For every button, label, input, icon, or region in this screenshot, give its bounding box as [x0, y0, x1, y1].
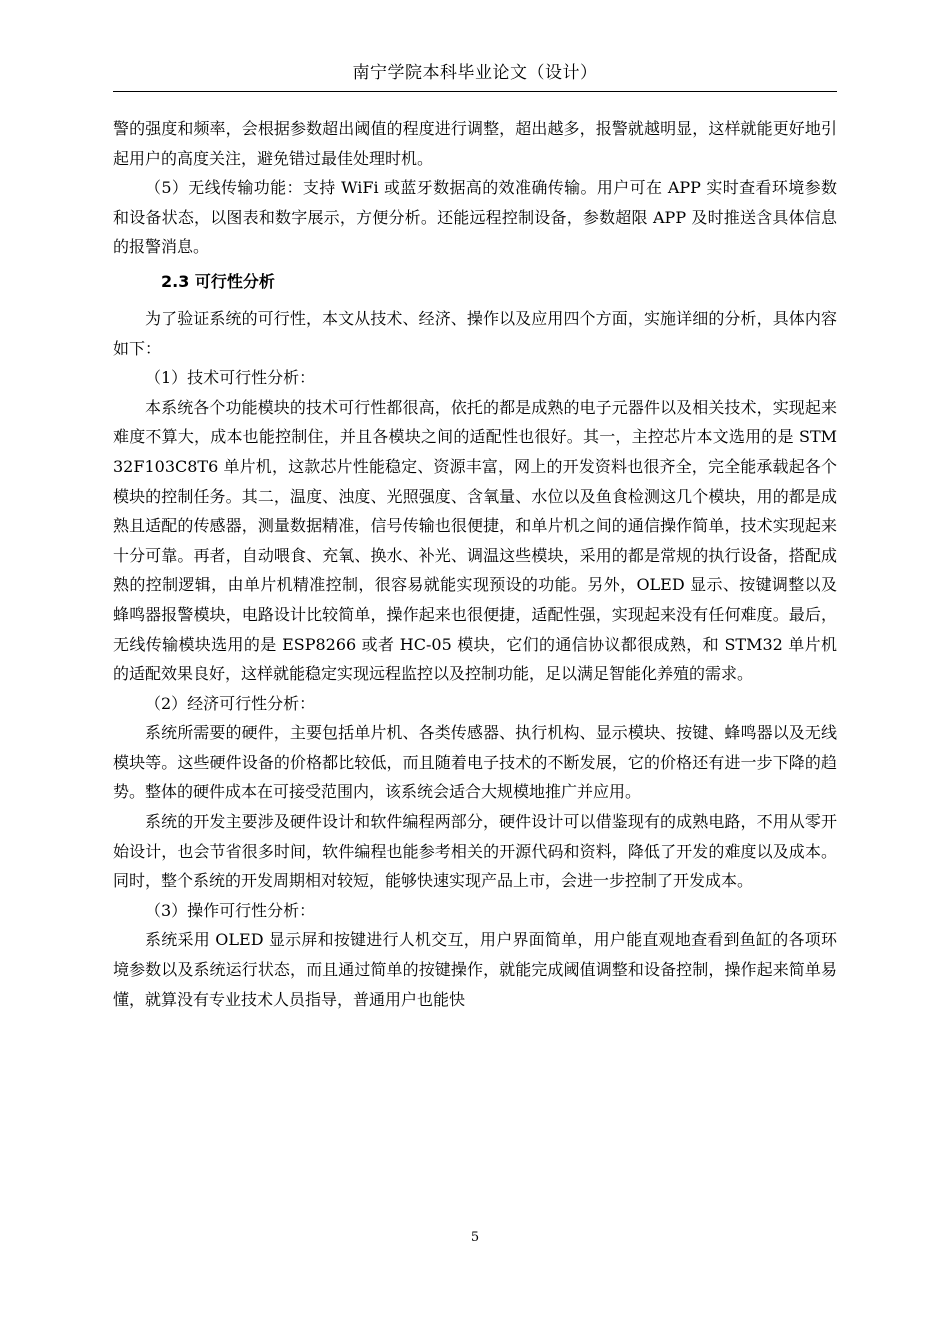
paragraph-feasibility-intro: 为了验证系统的可行性，本文从技术、经济、操作以及应用四个方面，实施详细的分析，具体内容如下：: [113, 308, 837, 358]
paragraph-wireless-transmission: （5）无线传输功能：支持 WiFi 或蓝牙数据高的效准确传输。用户可在 APP 实时查看环境参数和设备状态，以图表和数字展示，方便分析。还能远程控制设备，参数超限 APP 及时推送含具体信息的报警消息。: [113, 178, 837, 257]
paragraph-technical-feasibility: 本系统各个功能模块的技术可行性都很高，依托的都是成熟的电子元器件以及相关技术，实现起来难度不算大，成本也能控制住，并且各模块之间的适配性也很好。其一，主控芯片本文选用的是 STM32F103C8T6 单片机，这款芯片性能稳定、资源丰富，网上的开发资料也很齐全，完全能承载起各个模块的控制任务。其二，温度、浊度、光照强度、含氧量、水位以及鱼食检测这几个模块，用的都是成熟且适配的传感器，测量数据精准，信号传输也很便捷，和单片机之间的通信操作简单，技术实现起来十分可靠。再者，自动喂食、充氧、换水、补光、调温这些模块，采用的都是常规的执行设备，搭配成熟的控制逻辑，由单片机精准控制，很容易就能实现预设的功能。另外，OLED 显示、按键调整以及蜂鸣器报警模块，电路设计比较简单，操作起来也很便捷，适配性强，实现起来没有任何难度。最后，无线传输模块选用的是 ESP8266 或者 HC-05 模块，它们的通信协议都很成熟，和 STM32 单片机的适配效果良好，这样就能稳定实现远程监控以及控制功能，足以满足智能化养殖的需求。: [113, 397, 837, 684]
page-number: 5: [470, 1230, 480, 1245]
paragraph-economic-hardware: 系统所需要的硬件，主要包括单片机、各类传感器、执行机构、显示模块、按键、蜂鸣器以及无线模块等。这些硬件设备的价格都比较低，而且随着电子技术的不断发展，它的价格还有进一步下降的趋势。整体的硬件成本在可接受范围内，该系统会适合大规模地推广并应用。: [113, 723, 837, 802]
header-rule: [113, 91, 837, 92]
subheading-technical-feasibility: （1）技术可行性分析：: [145, 368, 316, 388]
page-content: [113, 114, 837, 1014]
subheading-operational-feasibility: （3）操作可行性分析：: [145, 900, 316, 920]
paragraph-economic-development: 系统的开发主要涉及硬件设计和软件编程两部分，硬件设计可以借鉴现有的成熟电路，不用从零开始设计，也会节省很多时间，软件编程也能参考相关的开源代码和资料，降低了开发的难度以及成本。同时，整个系统的开发周期相对较短，能够快速实现产品上市，会进一步控制了开发成本。: [113, 812, 837, 891]
running-header: 南宁学院本科毕业论文（设计）: [352, 63, 598, 83]
subheading-economic-feasibility: （2）经济可行性分析：: [145, 693, 316, 713]
paragraph-operational-feasibility: 系统采用 OLED 显示屏和按键进行人机交互，用户界面简单，用户能直观地查看到鱼缸的各项环境参数以及系统运行状态，而且通过简单的按键操作，就能完成阈值调整和设备控制，操作起来简单易懂，就算没有专业技术人员指导，普通用户也能快: [113, 930, 837, 1009]
section-heading-feasibility: 2.3 可行性分析: [161, 271, 275, 291]
paragraph-alarm-continuation: 警的强度和频率，会根据参数超出阈值的程度进行调整，超出越多，报警就越明显，这样就能更好地引起用户的高度关注，避免错过最佳处理时机。: [113, 119, 837, 168]
